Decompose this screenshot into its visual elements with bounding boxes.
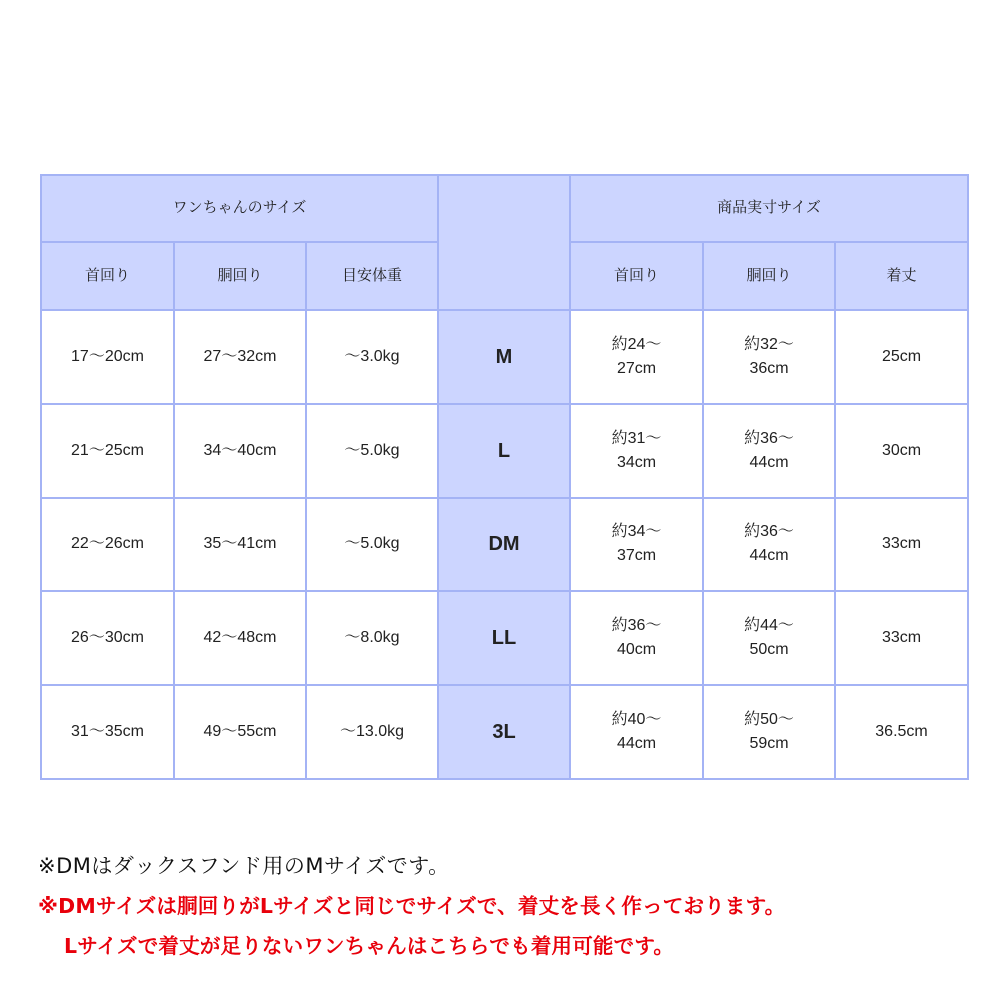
product-neck-to: 34cm [616,453,657,471]
product-length-cell: 33cm [835,498,968,592]
product-chest-cell [703,498,835,592]
product-neck-to: 37cm [616,547,657,565]
product-neck-from: 約24〜 [611,335,662,353]
dm-size-warning-line-1: ※DMサイズは胴回りがLサイズと同じでサイズで、着丈を長く作っております。 [38,894,786,918]
product-length-cell: 33cm [835,591,968,685]
product-chest-cell [703,685,835,779]
product-chest-to: 36cm [749,359,789,377]
product-neck-from: 約31〜 [611,429,662,447]
product-neck-to: 44cm [616,735,657,753]
product-chest-to: 44cm [749,453,789,471]
size-chart-table [40,174,969,780]
dog-weight-cell: 〜13.0kg [306,685,438,779]
dog-weight-cell: 〜5.0kg [306,404,438,498]
product-neck-header: 首回り [570,242,703,310]
product-chest-from: 約36〜 [744,523,794,541]
product-chest-to: 50cm [749,641,789,659]
table-row [41,498,968,592]
dog-weight-cell: 〜3.0kg [306,310,438,404]
size-column-header [438,175,570,310]
product-neck-cell [570,310,703,404]
dog-chest-cell: 42〜48cm [174,591,306,685]
product-neck-cell [570,591,703,685]
product-length-header: 着丈 [835,242,968,310]
product-neck-cell [570,685,703,779]
table-row [41,310,968,404]
product-chest-to: 44cm [749,547,789,565]
dog-chest-header: 胴回り [174,242,306,310]
dog-chest-cell: 27〜32cm [174,310,306,404]
size-label-cell: 3L [438,685,570,779]
product-neck-from: 約34〜 [611,523,662,541]
product-length-cell: 36.5cm [835,685,968,779]
dog-neck-cell: 22〜26cm [41,498,174,592]
product-chest-from: 約50〜 [744,711,794,729]
notes-section [38,846,988,966]
product-chest-header: 胴回り [703,242,835,310]
product-size-header: 商品実寸サイズ [570,175,968,242]
dog-chest-cell: 35〜41cm [174,498,306,592]
product-chest-cell [703,310,835,404]
size-label-cell: M [438,310,570,404]
dm-size-warning-line-2: Lサイズで着丈が足りないワンちゃんはこちらでも着用可能です。 [64,934,675,958]
product-chest-from: 約44〜 [744,617,794,635]
product-neck-from: 約40〜 [611,711,662,729]
product-chest-from: 約36〜 [744,429,794,447]
size-label-cell: DM [438,498,570,592]
dog-chest-cell: 49〜55cm [174,685,306,779]
dog-neck-cell: 21〜25cm [41,404,174,498]
product-neck-to: 40cm [616,641,657,659]
table-group-header-row [41,175,968,242]
product-chest-to: 59cm [749,735,789,753]
dog-neck-cell: 17〜20cm [41,310,174,404]
table-row [41,404,968,498]
size-label-cell: LL [438,591,570,685]
product-chest-cell [703,404,835,498]
product-neck-to: 27cm [616,359,657,377]
size-label-cell: L [438,404,570,498]
table-row [41,591,968,685]
dog-neck-cell: 31〜35cm [41,685,174,779]
product-neck-cell [570,404,703,498]
dm-size-note: ※DMはダックスフンド用のMサイズです。 [38,854,450,878]
table-row [41,685,968,779]
dog-weight-cell: 〜5.0kg [306,498,438,592]
product-neck-cell [570,498,703,592]
product-chest-cell [703,591,835,685]
dog-weight-cell: 〜8.0kg [306,591,438,685]
dog-size-header: ワンちゃんのサイズ [41,175,438,242]
dog-chest-cell: 34〜40cm [174,404,306,498]
product-length-cell: 25cm [835,310,968,404]
product-neck-from: 約36〜 [611,617,662,635]
dog-neck-header: 首回り [41,242,174,310]
dog-weight-header: 目安体重 [306,242,438,310]
product-length-cell: 30cm [835,404,968,498]
dog-neck-cell: 26〜30cm [41,591,174,685]
product-chest-from: 約32〜 [744,335,794,353]
